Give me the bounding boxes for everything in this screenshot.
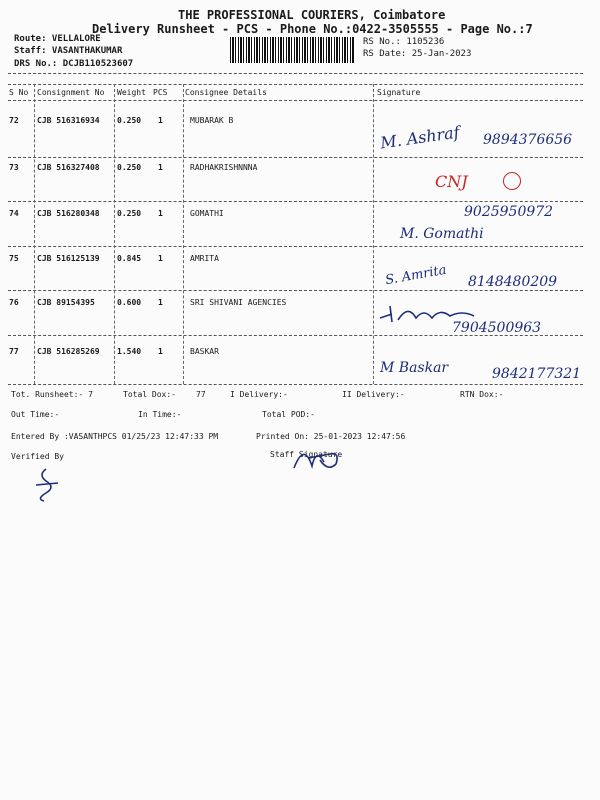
row-consignment: CJB 516316934 (37, 116, 100, 125)
column-divider (34, 84, 35, 384)
row-consignee: SRI SHIVANI AGENCIES (190, 298, 287, 307)
col-weight: Weight (117, 88, 146, 97)
row-consignee: BASKAR (190, 347, 219, 356)
col-consignee: Consignee Details (185, 88, 267, 97)
row-pcs: 1 (158, 116, 163, 125)
handwritten-signature: CNJ (435, 172, 468, 191)
row-weight: 1.540 (117, 347, 142, 356)
entered-by: Entered By :VASANTHPCS 01/25/23 12:47:33 PM (11, 432, 219, 441)
staff-signature-label: Staff Signature (270, 450, 343, 459)
i-delivery: I Delivery:- (230, 390, 288, 399)
table-rule (8, 84, 583, 85)
verified-by: Verified By (11, 452, 64, 461)
in-time: In Time:- (138, 410, 182, 419)
row-sno: 73 (9, 163, 19, 172)
rtn-dox: RTN Dox:- (460, 390, 504, 399)
verifier-initials (30, 465, 64, 505)
row-weight: 0.600 (117, 298, 142, 307)
table-bottom-rule (8, 384, 583, 385)
row-sno: 75 (9, 254, 19, 263)
row-consignee: MUBARAK B (190, 116, 234, 125)
out-time: Out Time:- (11, 410, 60, 419)
row-pcs: 1 (158, 209, 163, 218)
total-dox-value: 77 (196, 390, 206, 399)
runsheet-subtitle: Delivery Runsheet - PCS - Phone No.:0422-3505555 - Page No.:7 (92, 22, 533, 36)
row-weight: 0.250 (117, 209, 142, 218)
ii-delivery: II Delivery:- (342, 390, 405, 399)
row-pcs: 1 (158, 347, 163, 356)
handwritten-phone: 9025950972 (464, 204, 554, 220)
barcode (230, 37, 355, 63)
row-weight: 0.250 (117, 116, 142, 125)
handwritten-phone: 9842177321 (492, 366, 582, 382)
rs-date: RS Date: 25-Jan-2023 (363, 49, 472, 59)
total-dox-label: Total Dox:- (123, 390, 176, 399)
staff-signature-mark (290, 438, 350, 474)
col-consignment: Consignment No (37, 88, 105, 97)
col-signature: Signature (377, 88, 421, 97)
col-sno: S No (9, 88, 29, 97)
handwritten-signature: M Baskar (380, 360, 449, 376)
route-label: Route: VELLALORE (14, 34, 101, 44)
staff-label: Staff: VASANTHAKUMAR (14, 46, 123, 56)
row-consignee: AMRITA (190, 254, 219, 263)
row-pcs: 1 (158, 254, 163, 263)
row-divider (8, 246, 583, 247)
row-sno: 77 (9, 347, 19, 356)
row-sno: 72 (9, 116, 19, 125)
rs-number: RS No.: 1105236 (363, 37, 445, 47)
row-sno: 76 (9, 298, 19, 307)
row-pcs: 1 (158, 298, 163, 307)
company-title: THE PROFESSIONAL COURIERS, Coimbatore (178, 8, 446, 22)
row-consignment: CJB 516327408 (37, 163, 100, 172)
handwritten-phone: 9894376656 (483, 132, 573, 148)
handwritten-phone: 7904500963 (452, 320, 542, 336)
col-pcs: PCS (153, 88, 168, 97)
row-divider (8, 201, 583, 202)
row-sno: 74 (9, 209, 19, 218)
row-consignment: CJB 89154395 (37, 298, 95, 307)
handwritten-signature: M. Ashraf (379, 122, 461, 153)
table-header-rule (8, 100, 583, 101)
handwritten-signature: M. Gomathi (400, 226, 484, 242)
column-divider (114, 84, 115, 384)
row-weight: 0.845 (117, 254, 142, 263)
printed-on: Printed On: 25-01-2023 12:47:56 (256, 432, 406, 441)
row-consignment: CJB 516285269 (37, 347, 100, 356)
row-consignee: GOMATHI (190, 209, 224, 218)
row-divider (8, 157, 583, 158)
row-pcs: 1 (158, 163, 163, 172)
row-consignee: RADHAKRISHNNNA (190, 163, 258, 172)
handwritten-phone: 8148480209 (468, 274, 558, 290)
row-divider (8, 290, 583, 291)
drs-number: DRS No.: DCJB110523607 (14, 59, 134, 69)
table-top-rule (8, 73, 583, 74)
row-weight: 0.250 (117, 163, 142, 172)
red-circle-mark (503, 172, 521, 190)
row-consignment: CJB 516125139 (37, 254, 100, 263)
column-divider (373, 84, 374, 384)
tot-runsheet: Tot. Runsheet:- 7 (11, 390, 93, 399)
total-pod: Total POD:- (262, 410, 315, 419)
row-consignment: CJB 516280348 (37, 209, 100, 218)
column-divider (183, 84, 184, 384)
handwritten-signature: S. Amrita (384, 262, 448, 289)
